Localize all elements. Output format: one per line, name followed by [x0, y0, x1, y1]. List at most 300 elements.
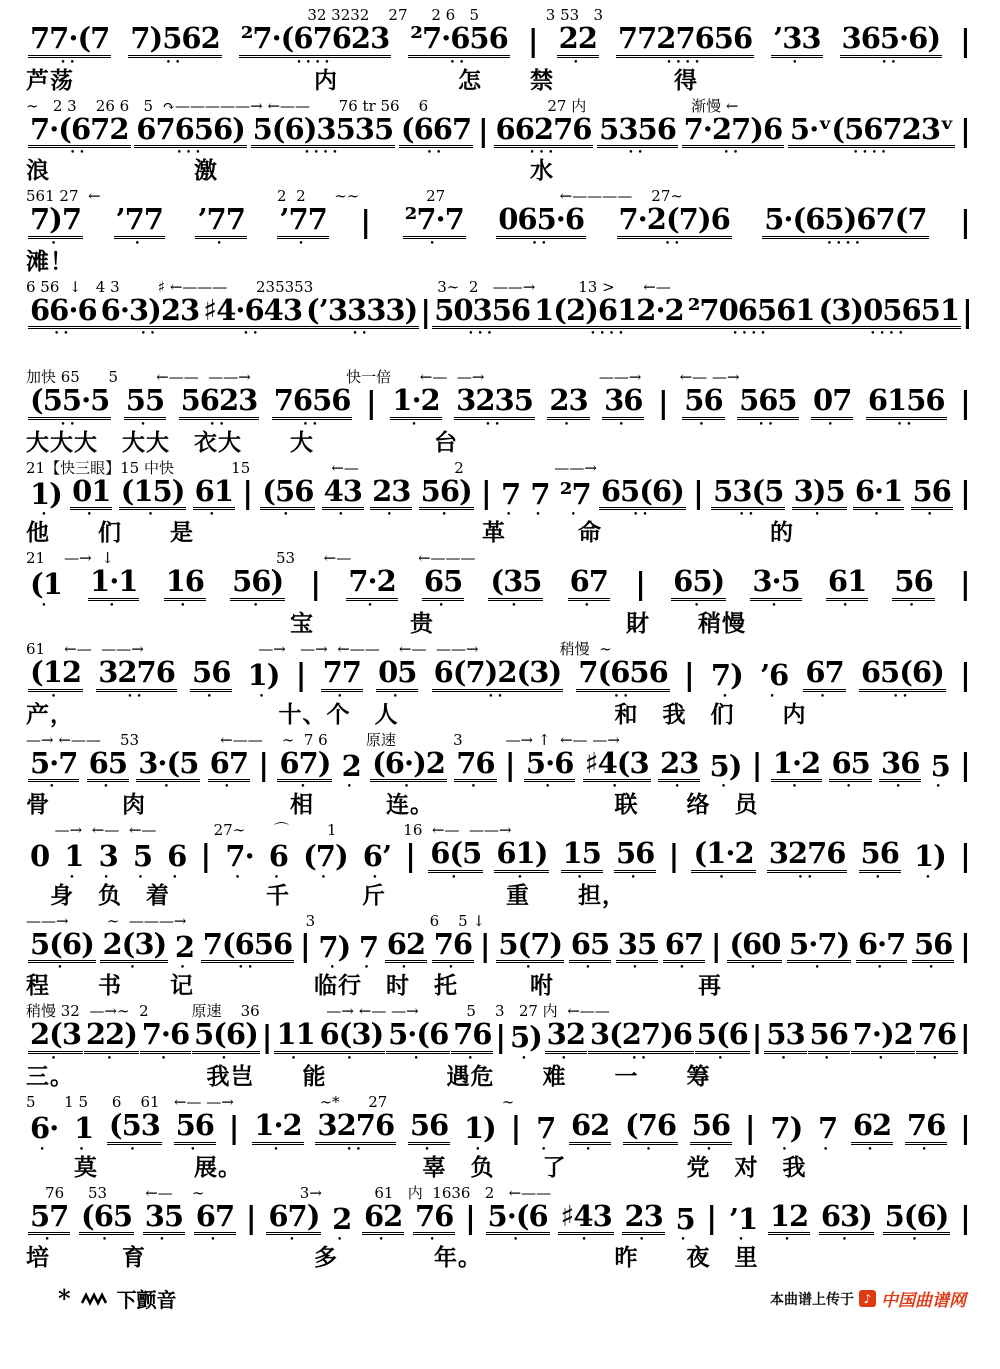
octave-dots: ••	[628, 148, 647, 159]
octave-dots: •	[49, 782, 59, 793]
note-digits: 67	[803, 658, 845, 692]
note-digits: ’77	[195, 205, 246, 239]
note-digits: 2	[174, 929, 195, 964]
note-digits: 63)	[819, 1202, 874, 1236]
system-row	[26, 640, 974, 728]
note-digits: 7·27)6	[682, 115, 785, 149]
barline: |	[668, 838, 680, 874]
octave-dots: •	[41, 510, 51, 521]
note-group	[386, 1017, 450, 1064]
octave-dots: •	[413, 1053, 423, 1064]
annotation-line: 561 27 ← 2 2 ∼∼ 27 ←———— 27∼	[26, 187, 683, 206]
barline: |	[510, 1110, 522, 1146]
note-group	[114, 202, 165, 249]
note-digits: 7(656	[576, 658, 669, 692]
note-group	[499, 476, 522, 521]
note-digits: 7·(672	[28, 115, 131, 149]
barline: |	[683, 657, 695, 693]
note-group	[622, 1198, 664, 1246]
note-digits: 7	[501, 476, 521, 511]
system-row	[26, 278, 974, 366]
note-digits: 1)	[914, 839, 946, 874]
note-group	[174, 1107, 216, 1155]
site-name: 中国曲谱网	[881, 1291, 966, 1312]
barline: |	[242, 476, 254, 512]
barline: |	[706, 1201, 718, 1237]
note-group	[72, 1110, 95, 1155]
octave-dots: •	[819, 691, 830, 702]
note-digits: 6·7	[856, 930, 907, 964]
octave-dots: •	[612, 782, 622, 793]
uploader-credit	[770, 1286, 966, 1311]
note-digits: 76	[905, 1111, 947, 1145]
note-digits: 65(6)	[859, 658, 946, 692]
octave-dots: •	[103, 872, 113, 883]
note-digits: 3)5	[792, 477, 847, 511]
notation-line	[26, 1107, 974, 1155]
note-group	[673, 1201, 696, 1246]
octave-dots: •	[841, 1235, 852, 1246]
annotation-line: 5 1 5 6 61 ←— —→ ∼* 27 ∼	[26, 1092, 515, 1111]
note-group	[686, 292, 817, 340]
octave-dots: •	[827, 419, 837, 430]
lyrics-line: 身 负 着 千 斤 重 担，	[26, 881, 626, 909]
octave-dots: •	[346, 782, 356, 793]
note-digits: 5	[930, 748, 950, 783]
note-digits: 5(7)	[496, 930, 564, 964]
note-digits: 6(5	[428, 839, 483, 873]
note-group	[695, 1017, 750, 1064]
annotation-line: 76 53 ←— ∼ 3→ 61 内 1636 2 ←——	[26, 1183, 552, 1202]
octave-dots: •	[698, 419, 709, 430]
barline: |	[310, 567, 322, 603]
note-group	[534, 1110, 557, 1155]
note-digits: ’77	[277, 205, 328, 239]
note-group	[201, 926, 294, 974]
mordent-icon	[81, 1287, 107, 1311]
note-group	[851, 1107, 893, 1155]
notation-line	[26, 473, 974, 521]
note-digits: 56	[859, 839, 901, 873]
note-group	[545, 1017, 587, 1064]
annotation-line: 21【快三眼】15 中快 15 ←— 2 ——→	[26, 458, 597, 477]
note-group	[709, 658, 745, 702]
octave-dots: ••	[209, 419, 229, 430]
note-group	[28, 655, 83, 702]
note-digits: 57	[28, 1202, 70, 1236]
note-digits: 7)	[318, 929, 351, 964]
note-digits: 36	[879, 749, 921, 783]
octave-dots: •	[44, 1235, 54, 1246]
note-group	[277, 745, 332, 793]
note-group	[422, 564, 464, 612]
octave-dots: •	[224, 782, 234, 793]
note-group	[883, 1198, 951, 1246]
note-group	[136, 745, 200, 793]
note-group	[340, 748, 363, 793]
note-group	[616, 21, 754, 68]
annotation-line: 稍慢 32 —→∼ 2 原速 36 —→ ←— —→ 5 3 27 内 ←——	[26, 1002, 610, 1021]
note-group	[376, 655, 418, 702]
octave-dots: •	[517, 872, 527, 883]
note-group	[737, 383, 799, 430]
note-digits: 1	[73, 1110, 94, 1145]
octave-dots: •	[206, 691, 216, 702]
note-digits: 76	[916, 1020, 958, 1054]
note-digits: 77	[321, 658, 363, 692]
note-group	[390, 383, 441, 430]
octave-dots: •	[750, 963, 760, 974]
note-digits: 1(2)612·2	[532, 296, 686, 330]
octave-dots: •	[41, 601, 51, 612]
note-digits: 5(6	[695, 1020, 750, 1054]
octave-dots: •	[378, 1235, 388, 1246]
note-digits: 5(6)3535	[251, 115, 396, 149]
note-digits: ♯43	[558, 1202, 613, 1236]
note-digits: 56	[808, 1020, 850, 1054]
note-group	[768, 1198, 810, 1246]
note-digits: 67	[663, 930, 705, 964]
note-digits: (3)05651	[817, 296, 962, 330]
barline: |	[960, 114, 971, 150]
octave-dots: ••	[723, 148, 743, 159]
note-digits: ²7·(67623	[239, 24, 392, 58]
note-group	[690, 1107, 732, 1155]
octave-dots: •	[584, 601, 594, 612]
lyrics-line: 滩！	[26, 247, 74, 275]
note-digits: 76	[413, 1202, 455, 1236]
note-digits: 56	[190, 658, 232, 692]
octave-dots: •	[718, 872, 729, 883]
note-group	[508, 1020, 544, 1064]
note-digits: 5623	[179, 386, 260, 420]
barline: |	[751, 748, 763, 784]
note-digits: 0	[30, 839, 50, 874]
note-digits: 56	[682, 386, 724, 420]
barline: |	[299, 929, 311, 965]
note-digits: (15)	[119, 477, 187, 511]
octave-dots: •	[57, 963, 67, 974]
note-group	[528, 476, 551, 521]
note-digits: ♯4(3	[583, 749, 651, 783]
note-digits: 5(6)	[192, 1020, 260, 1054]
note-digits: 5	[675, 1201, 695, 1236]
note-group	[28, 202, 83, 249]
note-group	[370, 473, 412, 521]
note-group	[583, 745, 651, 793]
note-digits: 53(5	[711, 477, 785, 511]
barline: |	[228, 1110, 240, 1146]
note-group	[787, 926, 851, 974]
note-group	[274, 1017, 316, 1064]
octave-dots: •	[780, 1053, 791, 1064]
note-digits: 5)	[509, 1020, 542, 1055]
notation-line	[26, 1017, 974, 1064]
annotation-line: —→ ←— ←— 27∼ ⌒ 1 16 ←— ——→	[26, 821, 512, 840]
note-digits: 5·(65)67(7	[762, 205, 928, 239]
note-digits: 3(27)6	[588, 1020, 694, 1054]
note-digits: 55	[124, 386, 166, 420]
note-digits: 2(3	[28, 1020, 83, 1054]
octave-dots: •	[577, 872, 587, 883]
octave-dots: •	[134, 238, 144, 249]
note-digits: 5·(6	[386, 1020, 450, 1054]
octave-dots: •	[876, 963, 887, 974]
note-digits: (55·5	[28, 386, 111, 420]
note-group	[682, 383, 724, 430]
note-group	[362, 1198, 404, 1246]
note-group	[576, 655, 669, 702]
octave-dots: ••••	[296, 57, 334, 68]
barline: |	[504, 748, 516, 784]
note-group	[727, 1201, 759, 1246]
note-group	[911, 473, 953, 521]
octave-dots: ••	[664, 238, 684, 249]
barline: |	[245, 1201, 257, 1237]
octave-dots: •	[367, 601, 377, 612]
note-group	[454, 383, 535, 430]
octave-dots: •	[822, 1144, 833, 1155]
lyrics-line: 浪 激 水	[26, 157, 554, 185]
lyrics-line: 芦荡 内 怎 禁 得	[26, 66, 698, 94]
note-digits: 67	[208, 749, 250, 783]
note-group	[663, 926, 705, 974]
octave-dots: •	[738, 1235, 748, 1246]
octave-dots: •	[824, 1053, 834, 1064]
note-group	[767, 836, 848, 883]
octave-dots: ••	[238, 963, 257, 974]
system-row	[26, 549, 974, 637]
note-group	[252, 1107, 303, 1155]
note-group	[826, 564, 868, 612]
octave-dots: ••	[426, 148, 446, 159]
note-group	[28, 567, 64, 612]
note-digits: 3235	[454, 386, 535, 420]
note-digits: 6(7)2(3)	[432, 658, 564, 692]
note-digits: ²7	[559, 476, 591, 511]
note-group	[87, 745, 129, 793]
octave-dots: •	[679, 963, 689, 974]
note-digits: 65	[569, 930, 611, 964]
note-digits: 36	[602, 386, 644, 420]
note-digits: 7)562	[128, 24, 221, 58]
note-group	[28, 476, 64, 521]
note-group	[568, 564, 610, 612]
note-digits: 1·2	[771, 749, 822, 783]
note-digits: 7·	[225, 839, 254, 874]
note-group	[96, 655, 177, 702]
octave-dots: •	[544, 782, 555, 793]
note-group	[428, 836, 483, 883]
credit-text: 本曲谱上传于	[770, 1291, 854, 1308]
octave-dots: •	[441, 510, 451, 521]
note-group	[251, 111, 396, 159]
octave-dots: ••	[797, 872, 817, 883]
octave-dots: ••	[54, 329, 73, 340]
note-digits: 43	[322, 477, 364, 511]
note-group	[557, 21, 599, 68]
note-digits: 62	[362, 1202, 404, 1236]
system-row	[26, 1093, 974, 1181]
octave-dots: •	[814, 963, 824, 974]
system-row	[26, 731, 974, 819]
octave-dots: •	[50, 1053, 61, 1064]
note-group	[321, 655, 363, 702]
note-digits: 62	[385, 930, 427, 964]
octave-dots: •	[451, 872, 461, 883]
note-group	[267, 839, 290, 883]
octave-dots: •	[842, 601, 852, 612]
octave-dots: •	[209, 510, 219, 521]
octave-dots: •	[467, 1053, 477, 1064]
barline: |	[479, 929, 491, 965]
note-group	[561, 836, 603, 883]
note-group	[301, 839, 350, 883]
octave-dots: •	[69, 872, 79, 883]
octave-dots: ••	[631, 1053, 651, 1064]
octave-dots: ••	[140, 329, 160, 340]
octave-dots: •	[638, 1235, 649, 1246]
octave-dots: •	[411, 419, 421, 430]
note-digits: ²7·656	[408, 24, 510, 58]
octave-dots: •	[234, 872, 245, 883]
note-digits: (35	[488, 567, 543, 601]
note-group	[28, 292, 99, 340]
note-group	[413, 1198, 455, 1246]
note-digits: 61)	[494, 839, 549, 873]
barline: |	[959, 657, 971, 693]
octave-dots: ••	[531, 238, 551, 249]
octave-dots: •	[78, 1144, 89, 1155]
note-group	[808, 1017, 850, 1064]
note-digits: 56	[892, 567, 934, 601]
note-group	[201, 292, 304, 340]
octave-dots: •	[172, 872, 182, 883]
octave-dots: •	[129, 963, 140, 974]
lyrics-line	[26, 338, 974, 365]
note-digits: 56	[911, 477, 953, 511]
notation-line	[26, 21, 974, 68]
note-group	[851, 1017, 915, 1064]
note-digits: 2	[332, 1201, 352, 1236]
note-group	[916, 1017, 958, 1064]
barline: |	[258, 748, 270, 784]
note-group	[929, 748, 952, 793]
octave-dots: ••	[346, 1144, 366, 1155]
note-group	[322, 473, 364, 521]
note-group	[190, 655, 232, 702]
note-digits: (1	[30, 567, 62, 602]
note-group	[277, 202, 328, 249]
note-group	[616, 926, 658, 974]
barline: |	[635, 567, 647, 603]
note-group	[496, 202, 586, 249]
octave-dots: •	[581, 1235, 591, 1246]
octave-dots: •	[925, 872, 935, 883]
octave-dots: •	[875, 872, 885, 883]
note-digits: 565	[737, 386, 799, 420]
lyrics-line: 程 书 记 临行 时 托 咐 再	[26, 972, 722, 1000]
note-group	[912, 926, 954, 974]
octave-dots: •	[867, 1144, 877, 1155]
note-digits: 53	[764, 1020, 806, 1054]
note-digits: 35	[616, 930, 658, 964]
note-group	[62, 839, 85, 883]
note-group	[419, 473, 474, 521]
note-group	[361, 839, 393, 883]
note-group	[192, 1017, 260, 1064]
note-digits: 5·ᵛ(56723ᵛ	[788, 115, 955, 149]
lyrics-line: 三。 我岂 能 遇危 难 一 筹	[26, 1062, 711, 1090]
note-group	[315, 1107, 396, 1155]
note-group	[462, 1110, 498, 1155]
octave-dots: •	[39, 1144, 49, 1155]
lyrics-line: 大大大 大大 衣大 大 台	[26, 428, 458, 456]
note-digits: 1·2	[252, 1111, 303, 1145]
note-group	[524, 745, 575, 793]
system-row	[26, 1184, 974, 1272]
note-group	[28, 745, 79, 793]
annotation-line: 加快 65 5 ←—— ——→ 快一倍 ←— —→ ——→ ←— —→	[26, 368, 740, 387]
octave-dots: •••	[176, 148, 205, 159]
note-digits: 32	[545, 1020, 587, 1054]
lyrics-line: 培 育 多 年。 昨 夜 里	[26, 1244, 759, 1272]
note-group	[708, 748, 744, 793]
system-row	[26, 459, 974, 547]
note-digits: 1	[64, 839, 84, 874]
octave-dots: •	[179, 963, 190, 974]
octave-dots: •	[337, 1235, 347, 1246]
note-group	[454, 745, 496, 793]
system-row	[26, 1002, 974, 1090]
octave-dots: ••	[60, 57, 79, 68]
note-group	[912, 839, 948, 883]
annotation-line: ∼ 2 3 26 6 5 ↷—————→ ←—— 76 tr 56 6 27 内 渐慢 ←	[26, 96, 739, 115]
barline: |	[365, 385, 377, 421]
notation-line	[26, 1198, 974, 1246]
note-digits: 1)	[30, 476, 62, 511]
note-digits: 5356	[597, 115, 678, 149]
octave-dots: ••	[893, 691, 912, 702]
barline: |	[744, 1110, 756, 1146]
barline: |	[464, 1201, 476, 1237]
system-row	[26, 6, 974, 94]
note-digits: 3·(5	[136, 749, 200, 783]
octave-dots: •	[273, 1144, 283, 1155]
barline: |	[405, 838, 417, 874]
note-group	[134, 111, 247, 159]
note-group	[829, 745, 871, 793]
octave-dots: •	[720, 782, 731, 793]
octave-dots: ••	[165, 57, 185, 68]
note-digits: 65	[422, 567, 464, 601]
octave-dots: •	[403, 782, 414, 793]
notation-line	[26, 745, 974, 793]
note-digits: 6156	[866, 386, 947, 420]
note-digits: 56	[408, 1111, 450, 1145]
note-digits: 23	[658, 749, 700, 783]
note-digits: 1·1	[88, 567, 139, 601]
note-group	[357, 929, 380, 974]
note-digits: 5(6)	[883, 1202, 951, 1236]
octave-dots: •	[180, 601, 190, 612]
note-digits: 5·7)	[787, 930, 851, 964]
octave-dots: •	[784, 1235, 794, 1246]
note-group	[856, 926, 907, 974]
note-digits: ’6	[759, 658, 789, 693]
note-group	[859, 655, 946, 702]
note-group	[370, 745, 447, 793]
